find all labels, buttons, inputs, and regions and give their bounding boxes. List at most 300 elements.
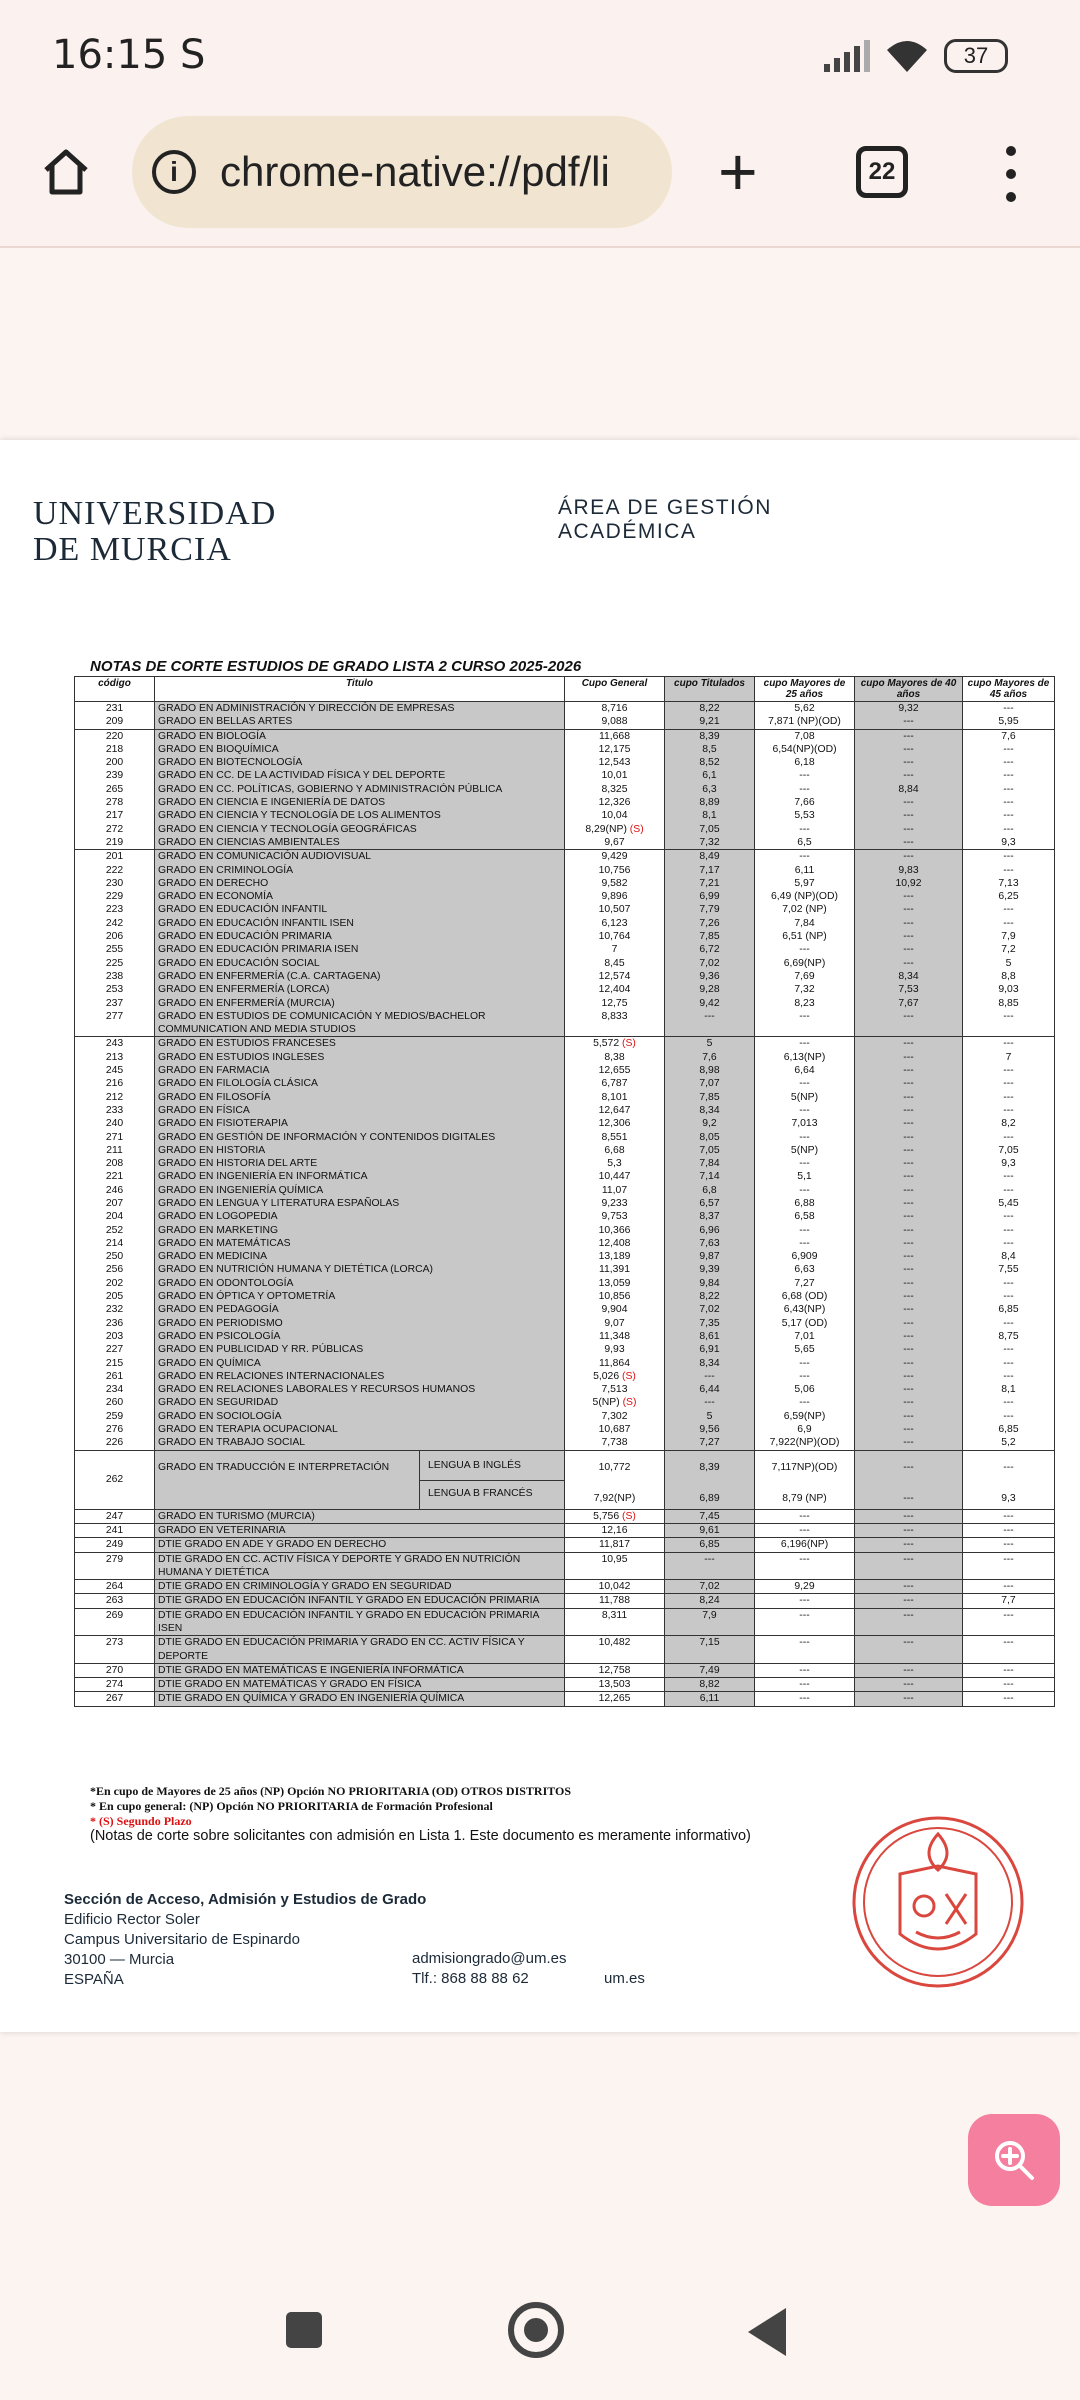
area-line-1: ÁREA DE GESTIÓN [558,496,772,519]
cell-title: GRADO EN PERIODISMO [155,1317,565,1330]
cell-m45: 7 [963,1051,1055,1064]
cell-code: 260 [75,1396,155,1409]
cell-titulados: 9,2 [665,1117,755,1130]
cell-m25: 6,63 [755,1263,855,1276]
cell-titulados: 8,34 [665,1357,755,1370]
cell-title: GRADO EN TURISMO (MURCIA) [155,1509,565,1523]
cell-code: 276 [75,1423,155,1436]
url-bar[interactable] [132,116,672,228]
cell-code: 212 [75,1091,155,1104]
cell-m25: --- [755,850,855,864]
cell-m40: --- [855,1410,963,1423]
cell-m40: --- [855,796,963,809]
cell-title: GRADO EN DERECHO [155,877,565,890]
cell-m45: --- [963,702,1055,716]
cell-general: 8,38 [565,1051,665,1064]
cell-code: 272 [75,823,155,836]
cell-titulados: 6,89 [665,1480,755,1510]
cell-title: GRADO EN BIOQUÍMICA [155,743,565,756]
table-row [75,1077,1055,1090]
cell-general: 13,189 [565,1250,665,1263]
cell-m40: --- [855,1091,963,1104]
cell-m40: 9,83 [855,864,963,877]
cell-code: 278 [75,796,155,809]
cell-titulados: 7,21 [665,877,755,890]
table-row [75,1117,1055,1130]
logo-line-1: UNIVERSIDAD [33,495,277,532]
cell-general: 12,758 [565,1663,665,1677]
cell-title: DTIE GRADO EN QUÍMICA Y GRADO EN INGENIERÍA QUÍMICA [155,1692,565,1706]
note-4: (Notas de corte sobre solicitantes con admisión en Lista 1. Este documento es meramente informativo) [90,1828,751,1844]
cell-code: 241 [75,1523,155,1537]
cell-titulados: 6,8 [665,1184,755,1197]
table-row [75,1157,1055,1170]
cell-general: 6,68 [565,1144,665,1157]
cell-title: GRADO EN VETERINARIA [155,1523,565,1537]
cell-m40: --- [855,1370,963,1383]
cell-m45: --- [963,1509,1055,1523]
cell-title: GRADO EN GESTIÓN DE INFORMACIÓN Y CONTENIDOS DIGITALES [155,1131,565,1144]
cell-m45: --- [963,1608,1055,1636]
cell-general: 10,04 [565,809,665,822]
cell-title: DTIE GRADO EN EDUCACIÓN INFANTIL Y GRADO EN EDUCACIÓN PRIMARIA [155,1594,565,1608]
url-text: chrome-native://pdf/li [220,148,610,195]
cell-code: 226 [75,1436,155,1450]
cell-general: 12,647 [565,1104,665,1117]
cell-m45: --- [963,1692,1055,1706]
cell-general: 11,817 [565,1538,665,1552]
cell-m45: --- [963,1523,1055,1537]
header-codigo: código [75,677,155,702]
cell-title: GRADO EN SEGURIDAD [155,1396,565,1409]
cell-general: 11,864 [565,1357,665,1370]
cell-general: 12,326 [565,796,665,809]
cell-m40: --- [855,1608,963,1636]
cell-code: 246 [75,1184,155,1197]
segundo-plazo-mark: (S) [622,1038,636,1050]
cell-general: 8,101 [565,1091,665,1104]
cell-code: 236 [75,1317,155,1330]
document-title: NOTAS DE CORTE ESTUDIOS DE GRADO LISTA 2 CURSO 2025-2026 [90,658,582,675]
table-row [75,930,1055,943]
table-row [75,903,1055,916]
cell-title: GRADO EN CC. POLÍTICAS, GOBIERNO Y ADMINISTRACIÓN PÚBLICA [155,783,565,796]
cell-titulados: 8,22 [665,1290,755,1303]
table-row [75,1509,1055,1523]
cell-titulados: 9,28 [665,983,755,996]
cell-m25: 7,69 [755,970,855,983]
cell-m45: --- [963,1237,1055,1250]
cell-m45: --- [963,1678,1055,1692]
cell-m25: 6,58 [755,1210,855,1223]
cell-m40: --- [855,1480,963,1510]
cell-m45: 9,3 [963,1480,1055,1510]
cell-titulados: 6,44 [665,1383,755,1396]
footer-city: 30100 — Murcia [64,1951,175,1968]
cell-m25: 6,9 [755,1423,855,1436]
cell-m40: --- [855,1250,963,1263]
cell-m45: 7,7 [963,1594,1055,1608]
home-nav-button[interactable] [508,2302,564,2358]
cell-m45: 7,05 [963,1144,1055,1157]
cell-m25: 5,17 (OD) [755,1317,855,1330]
cell-m25: --- [755,769,855,782]
cell-m40: --- [855,1396,963,1409]
cell-m40: --- [855,1170,963,1183]
cell-m25: --- [755,1010,855,1037]
cell-title: DTIE GRADO EN CRIMINOLOGÍA Y GRADO EN SEGURIDAD [155,1580,565,1594]
cell-general: 6,787 [565,1077,665,1090]
cell-m40: --- [855,903,963,916]
cell-m45: --- [963,1636,1055,1664]
cell-m45: --- [963,1037,1055,1051]
cell-m40: --- [855,809,963,822]
cell-m45: 9,03 [963,983,1055,996]
cell-code: 242 [75,917,155,930]
footer-country: ESPAÑA [64,1971,124,1988]
cell-general: 10,366 [565,1224,665,1237]
cell-general: 8,311 [565,1608,665,1636]
cell-general: 9,93 [565,1343,665,1356]
cell-title: GRADO EN LOGOPEDIA [155,1210,565,1223]
cell-code: 216 [75,1077,155,1090]
cell-m25: --- [755,1594,855,1608]
cell-m40: 8,34 [855,970,963,983]
pdf-page [0,440,1080,2032]
table-row [75,1580,1055,1594]
header-titulo: Titulo [155,677,565,702]
cell-general: 8,29(NP) (S) [565,823,665,836]
area-heading [558,496,772,544]
zoom-button[interactable] [968,2114,1060,2206]
traduccion-title: GRADO EN TRADUCCIÓN E INTERPRETACIÓN [155,1451,420,1509]
cell-titulados: --- [665,1552,755,1580]
cell-general: 5(NP) (S) [565,1396,665,1409]
cell-general: 9,429 [565,850,665,864]
cell-general: 12,75 [565,997,665,1010]
cell-m45: --- [963,769,1055,782]
cell-titulados: 6,96 [665,1224,755,1237]
cell-m25: --- [755,783,855,796]
footer-campus: Campus Universitario de Espinardo [64,1931,300,1948]
cell-code: 217 [75,809,155,822]
cell-m25: 5(NP) [755,1144,855,1157]
cell-title: GRADO EN EDUCACIÓN INFANTIL [155,903,565,916]
cell-code: 267 [75,1692,155,1706]
cell-titulados: 6,57 [665,1197,755,1210]
new-tab-button[interactable]: + [718,134,758,210]
cell-code: 245 [75,1064,155,1077]
cell-m40: --- [855,1509,963,1523]
cell-m40: --- [855,943,963,956]
cell-m40: --- [855,1436,963,1450]
cell-m45: 6,25 [963,890,1055,903]
cell-m25: 8,79 (NP) [755,1480,855,1510]
cell-titulados: 7,35 [665,1317,755,1330]
table-row [75,1608,1055,1636]
cell-m40: --- [855,1210,963,1223]
cell-title: GRADO EN ENFERMERÍA (C.A. CARTAGENA) [155,970,565,983]
cell-general: 9,088 [565,715,665,729]
table-row [75,1330,1055,1343]
cell-title: GRADO EN FARMACIA [155,1064,565,1077]
cell-title: GRADO EN PSICOLOGÍA [155,1330,565,1343]
cell-m45: --- [963,1077,1055,1090]
cell-m40: --- [855,715,963,729]
cell-code: 273 [75,1636,155,1664]
battery-icon: 37 [944,39,1008,73]
cell-titulados: 7,02 [665,1303,755,1316]
cell-general: 13,503 [565,1678,665,1692]
cell-m45: 7,2 [963,943,1055,956]
cell-titulados: 9,21 [665,715,755,729]
footer-web[interactable]: um.es [604,1970,645,1987]
table-row [75,715,1055,729]
cell-m45: --- [963,1357,1055,1370]
cell-code: 263 [75,1594,155,1608]
cell-title: GRADO EN RELACIONES LABORALES Y RECURSOS HUMANOS [155,1383,565,1396]
cell-m45: 7,9 [963,930,1055,943]
cell-titulados: 8,82 [665,1678,755,1692]
cell-m40: --- [855,1450,963,1480]
cell-m40: --- [855,1357,963,1370]
cell-titulados: 7,15 [665,1636,755,1664]
cell-general: 6,123 [565,917,665,930]
table-row [75,850,1055,864]
cell-m45: --- [963,1663,1055,1677]
cell-m45: 5,95 [963,715,1055,729]
cell-titulados: 7,27 [665,1436,755,1450]
cell-title: DTIE GRADO EN CC. ACTIV FÍSICA Y DEPORTE Y GRADO EN NUTRICIÓN HUMANA Y DIETÉTICA [155,1552,565,1580]
cell-title: GRADO EN TRABAJO SOCIAL [155,1436,565,1450]
cell-m40: --- [855,917,963,930]
home-icon[interactable] [38,144,94,200]
table-row [75,1104,1055,1117]
cell-titulados: 7,85 [665,930,755,943]
table-row [75,1523,1055,1537]
cell-m45: 7,6 [963,729,1055,743]
university-seal-icon [850,1814,1026,1990]
cell-m40: --- [855,930,963,943]
table-row [75,1450,1055,1480]
cell-m25: --- [755,1523,855,1537]
cell-m25: 6,5 [755,836,855,850]
cell-m40: --- [855,1157,963,1170]
cell-title: GRADO EN TERAPIA OCUPACIONAL [155,1423,565,1436]
cell-title: GRADO EN ESTUDIOS DE COMUNICACIÓN Y MEDIOS/BACHELOR COMMUNICATION AND MEDIA STUDIOS [155,1010,565,1037]
table-row [75,1357,1055,1370]
table-row [75,1184,1055,1197]
cell-titulados: 7,05 [665,1144,755,1157]
cell-code: 262 [75,1450,155,1509]
cell-m25: --- [755,1104,855,1117]
cell-code: 274 [75,1678,155,1692]
cell-title: GRADO EN SOCIOLOGÍA [155,1410,565,1423]
cell-titulados: 5 [665,1410,755,1423]
cell-m40: --- [855,1317,963,1330]
table-row [75,1224,1055,1237]
cell-general: 12,265 [565,1692,665,1706]
cell-titulados: 8,52 [665,756,755,769]
cell-m45: 5,45 [963,1197,1055,1210]
cell-titulados: 8,39 [665,729,755,743]
footer-email[interactable]: admisiongrado@um.es [412,1950,567,1967]
table-row [75,823,1055,836]
cell-code: 227 [75,1343,155,1356]
table-row [75,1663,1055,1677]
status-icons [824,38,1008,74]
cell-code: 203 [75,1330,155,1343]
table-row [75,796,1055,809]
cell-title: DTIE GRADO EN MATEMÁTICAS E INGENIERÍA INFORMÁTICA [155,1663,565,1677]
cell-m40: --- [855,1343,963,1356]
system-nav-bar [0,2270,1080,2400]
cell-general: 12,306 [565,1117,665,1130]
cell-m40: --- [855,1692,963,1706]
tab-switcher-button[interactable]: 22 [856,146,908,198]
cell-m45: 7,13 [963,877,1055,890]
cell-title: GRADO EN COMUNICACIÓN AUDIOVISUAL [155,850,565,864]
cell-general: 12,408 [565,1237,665,1250]
table-row [75,1290,1055,1303]
table-row [75,957,1055,970]
cell-m45: --- [963,1091,1055,1104]
table-row [75,1131,1055,1144]
cell-m25: --- [755,1357,855,1370]
cell-general: 8,45 [565,957,665,970]
cell-titulados: 7,79 [665,903,755,916]
cell-m25: 7,27 [755,1277,855,1290]
cell-titulados: 8,37 [665,1210,755,1223]
table-row [75,1636,1055,1664]
cell-code: 259 [75,1410,155,1423]
cell-titulados: --- [665,1396,755,1409]
cell-title: DTIE GRADO EN EDUCACIÓN PRIMARIA Y GRADO EN CC. ACTIV FÍSICA Y DEPORTE [155,1636,565,1664]
cell-m40: 7,53 [855,983,963,996]
cell-code: 222 [75,864,155,877]
cell-title: GRADO EN CIENCIA Y TECNOLOGÍA GEOGRÁFICAS [155,823,565,836]
footer-address [64,1890,426,1990]
cell-title: GRADO EN ECONOMÍA [155,890,565,903]
table-row [75,1277,1055,1290]
table-row [75,729,1055,743]
cell-m25: 6,54(NP)(OD) [755,743,855,756]
cell-m45: --- [963,783,1055,796]
cell-m45: --- [963,809,1055,822]
cell-m45: --- [963,1170,1055,1183]
cell-titulados: 8,05 [665,1131,755,1144]
header-general: Cupo General [565,677,665,702]
cell-m45: 8,4 [963,1250,1055,1263]
cell-m45: --- [963,1290,1055,1303]
cell-m25: --- [755,1678,855,1692]
cell-code: 237 [75,997,155,1010]
cell-code: 202 [75,1277,155,1290]
more-menu-icon[interactable] [1006,146,1018,202]
table-row [75,1410,1055,1423]
cell-general: 10,756 [565,864,665,877]
cell-m40: --- [855,769,963,782]
table-row [75,756,1055,769]
cell-m25: 7,013 [755,1117,855,1130]
cell-general: 9,582 [565,877,665,890]
cell-m25: 7,02 (NP) [755,903,855,916]
table-row [75,943,1055,956]
table-row [75,1010,1055,1037]
table-row [75,1263,1055,1276]
table-row [75,1237,1055,1250]
cell-m25: 6,59(NP) [755,1410,855,1423]
cell-title: GRADO EN FILOSOFÍA [155,1091,565,1104]
cell-titulados: 6,72 [665,943,755,956]
cell-m40: --- [855,1290,963,1303]
segundo-plazo-mark: (S) [622,1397,637,1409]
note-3: * (S) Segundo Plazo [90,1814,192,1828]
header-mayores-25: cupo Mayores de 25 años [755,677,855,702]
cell-title: GRADO EN HISTORIA DEL ARTE [155,1157,565,1170]
cell-m25: --- [755,1157,855,1170]
cell-m25: --- [755,1224,855,1237]
cell-title: GRADO EN PUBLICIDAD Y RR. PÚBLICAS [155,1343,565,1356]
cell-general: 12,543 [565,756,665,769]
recents-button[interactable] [286,2312,322,2348]
cell-general: 10,772 [565,1450,665,1480]
cell-m45: 9,3 [963,1157,1055,1170]
table-row [75,809,1055,822]
cell-general: 9,904 [565,1303,665,1316]
cell-m40: --- [855,1538,963,1552]
cell-m25: 7,32 [755,983,855,996]
footer-phone: Tlf.: 868 88 88 62 [412,1970,529,1987]
table-row [75,1303,1055,1316]
cell-general: 10,01 [565,769,665,782]
cell-code: 271 [75,1131,155,1144]
cell-titulados: 8,49 [665,850,755,864]
cell-m45: --- [963,1538,1055,1552]
cell-m45: --- [963,1450,1055,1480]
cell-general: 8,551 [565,1131,665,1144]
cell-titulados: 6,1 [665,769,755,782]
cell-general: 7 [565,943,665,956]
cell-m25: 7,01 [755,1330,855,1343]
cell-m45: --- [963,1210,1055,1223]
table-row [75,783,1055,796]
cell-m40: --- [855,890,963,903]
cell-titulados: 9,84 [665,1277,755,1290]
back-button[interactable] [748,2308,786,2356]
cell-titulados: 5 [665,1037,755,1051]
footer-building: Edificio Rector Soler [64,1911,200,1928]
table-row [75,1317,1055,1330]
cell-general: 11,348 [565,1330,665,1343]
cell-titulados: 8,1 [665,809,755,822]
cell-m40: --- [855,1131,963,1144]
cell-title: GRADO EN CIENCIA E INGENIERÍA DE DATOS [155,796,565,809]
cell-general: 5,756 (S) [565,1509,665,1523]
cell-m45: 8,2 [963,1117,1055,1130]
cell-general: 7,92(NP) [565,1480,665,1510]
cell-code: 261 [75,1370,155,1383]
cell-m25: --- [755,1370,855,1383]
cell-m40: --- [855,850,963,864]
cell-titulados: 6,99 [665,890,755,903]
cell-m40: --- [855,1423,963,1436]
cell-m45: --- [963,823,1055,836]
cell-general: 11,788 [565,1594,665,1608]
table-row [75,836,1055,850]
info-icon[interactable]: i [152,150,196,194]
cell-code: 253 [75,983,155,996]
